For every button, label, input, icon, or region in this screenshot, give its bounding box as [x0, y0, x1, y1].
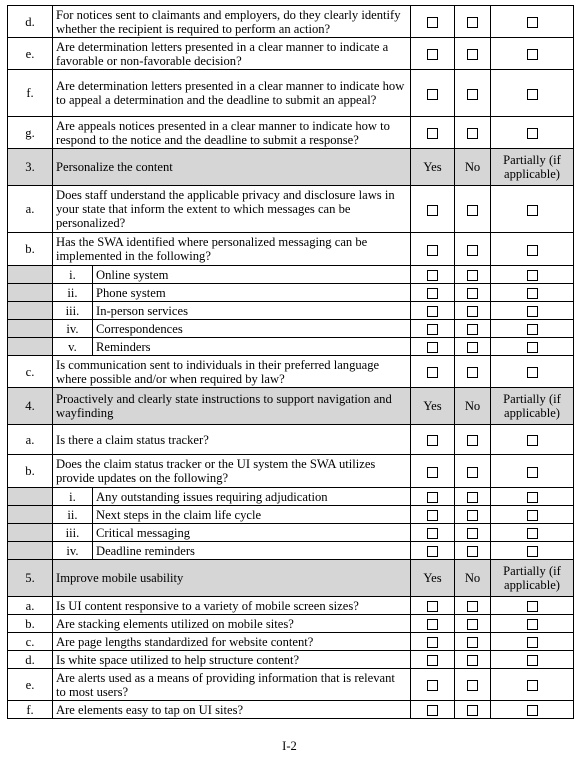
answer-cell-yes: [411, 488, 455, 506]
checkbox-partially[interactable]: [527, 367, 538, 378]
subitem-text: Critical messaging: [93, 524, 411, 542]
answer-cell-yes: [411, 186, 455, 233]
item-question: Has the SWA identified where personalized messaging can be implemented in the following?: [53, 233, 411, 266]
checkbox-partially[interactable]: [527, 528, 538, 539]
subitem-text: Any outstanding issues requiring adjudication: [93, 488, 411, 506]
checkbox-no[interactable]: [467, 288, 478, 299]
checkbox-partially[interactable]: [527, 342, 538, 353]
subitem-row: [8, 506, 574, 524]
answer-cell-yes: [411, 524, 455, 542]
item-question: Does the claim status tracker or the UI system the SWA utilizes provide updates on the following?: [53, 455, 411, 488]
item-row: [8, 425, 574, 455]
checkbox-partially[interactable]: [527, 680, 538, 691]
subitem-text: Deadline reminders: [93, 542, 411, 560]
answer-cell-partially: [491, 669, 574, 701]
answer-cell-yes: [411, 6, 455, 38]
section-title: Personalize the content: [53, 149, 411, 186]
checkbox-yes[interactable]: [427, 546, 438, 557]
item-question: Are alerts used as a means of providing information that is relevant to most users?: [53, 669, 411, 701]
answer-cell-yes: [411, 455, 455, 488]
answer-cell-partially: [491, 633, 574, 651]
answer-cell-partially: [491, 597, 574, 615]
checkbox-yes[interactable]: [427, 49, 438, 60]
indent-cell: [8, 488, 53, 506]
answer-cell-yes: [411, 615, 455, 633]
item-row: [8, 701, 574, 719]
answer-cell-partially: [491, 284, 574, 302]
checkbox-partially[interactable]: [527, 655, 538, 666]
answer-cell-yes: [411, 117, 455, 149]
answer-cell-partially: [491, 455, 574, 488]
answer-cell-no: [455, 6, 491, 38]
item-row: [8, 6, 574, 38]
checkbox-yes[interactable]: [427, 367, 438, 378]
checkbox-partially[interactable]: [527, 245, 538, 256]
checkbox-no[interactable]: [467, 601, 478, 612]
item-letter: b.: [8, 455, 53, 488]
subitem-row: [8, 524, 574, 542]
partially-header: Partially (if applicable): [491, 388, 574, 425]
section-number: 5.: [8, 560, 53, 597]
answer-cell-partially: [491, 615, 574, 633]
item-letter: e.: [8, 38, 53, 70]
section-number: 4.: [8, 388, 53, 425]
yes-header: Yes: [411, 388, 455, 425]
checkbox-no[interactable]: [467, 546, 478, 557]
answer-cell-no: [455, 38, 491, 70]
item-letter: e.: [8, 669, 53, 701]
item-letter: f.: [8, 701, 53, 719]
answer-cell-yes: [411, 70, 455, 117]
checkbox-no[interactable]: [467, 637, 478, 648]
answer-cell-no: [455, 186, 491, 233]
subitem-numeral: i.: [53, 266, 93, 284]
answer-cell-yes: [411, 302, 455, 320]
answer-cell-partially: [491, 117, 574, 149]
answer-cell-yes: [411, 669, 455, 701]
checkbox-yes[interactable]: [427, 17, 438, 28]
checkbox-yes[interactable]: [427, 492, 438, 503]
item-letter: d.: [8, 651, 53, 669]
checkbox-no[interactable]: [467, 306, 478, 317]
section-header-row: [8, 388, 574, 425]
section-number: 3.: [8, 149, 53, 186]
indent-cell: [8, 542, 53, 560]
checkbox-partially[interactable]: [527, 467, 538, 478]
subitem-numeral: v.: [53, 338, 93, 356]
subitem-numeral: iii.: [53, 524, 93, 542]
answer-cell-no: [455, 669, 491, 701]
answer-cell-yes: [411, 651, 455, 669]
checkbox-partially[interactable]: [527, 510, 538, 521]
answer-cell-partially: [491, 320, 574, 338]
checkbox-partially[interactable]: [527, 288, 538, 299]
item-letter: b.: [8, 233, 53, 266]
subitem-row: [8, 266, 574, 284]
checkbox-partially[interactable]: [527, 128, 538, 139]
checkbox-no[interactable]: [467, 492, 478, 503]
subitem-numeral: i.: [53, 488, 93, 506]
checkbox-partially[interactable]: [527, 435, 538, 446]
checkbox-yes[interactable]: [427, 435, 438, 446]
item-question: Does staff understand the applicable privacy and disclosure laws in your state that inform the extent to which messages can be personalized?: [53, 186, 411, 233]
subitem-text: Correspondences: [93, 320, 411, 338]
checkbox-no[interactable]: [467, 619, 478, 630]
yes-header: Yes: [411, 560, 455, 597]
answer-cell-partially: [491, 38, 574, 70]
section-header-row: [8, 149, 574, 186]
item-question: Is communication sent to individuals in their preferred language where possible and/or when required by law?: [53, 356, 411, 388]
no-header: No: [455, 388, 491, 425]
checkbox-no[interactable]: [467, 528, 478, 539]
item-question: Is white space utilized to help structure content?: [53, 651, 411, 669]
answer-cell-yes: [411, 284, 455, 302]
item-letter: a.: [8, 425, 53, 455]
checkbox-no[interactable]: [467, 680, 478, 691]
item-letter: a.: [8, 186, 53, 233]
indent-cell: [8, 338, 53, 356]
answer-cell-no: [455, 284, 491, 302]
answer-cell-partially: [491, 356, 574, 388]
item-row: [8, 117, 574, 149]
subitem-row: [8, 320, 574, 338]
checkbox-yes[interactable]: [427, 270, 438, 281]
item-letter: c.: [8, 356, 53, 388]
item-letter: b.: [8, 615, 53, 633]
answer-cell-yes: [411, 506, 455, 524]
item-letter: g.: [8, 117, 53, 149]
no-header: No: [455, 149, 491, 186]
item-row: [8, 651, 574, 669]
answer-cell-partially: [491, 302, 574, 320]
answer-cell-no: [455, 338, 491, 356]
answer-cell-no: [455, 597, 491, 615]
checkbox-partially[interactable]: [527, 17, 538, 28]
answer-cell-yes: [411, 338, 455, 356]
page-number: I-2: [282, 739, 297, 753]
answer-cell-no: [455, 320, 491, 338]
checkbox-yes[interactable]: [427, 528, 438, 539]
answer-cell-no: [455, 302, 491, 320]
section-header-row: [8, 560, 574, 597]
answer-cell-no: [455, 524, 491, 542]
item-question: Are determination letters presented in a clear manner to indicate how to appeal a determination and the deadline to submit an appeal?: [53, 70, 411, 117]
item-row: [8, 633, 574, 651]
answer-cell-partially: [491, 338, 574, 356]
checkbox-partially[interactable]: [527, 637, 538, 648]
checkbox-yes[interactable]: [427, 128, 438, 139]
subitem-row: [8, 338, 574, 356]
checkbox-partially[interactable]: [527, 492, 538, 503]
checkbox-no[interactable]: [467, 245, 478, 256]
answer-cell-partially: [491, 506, 574, 524]
subitem-row: [8, 302, 574, 320]
checkbox-partially[interactable]: [527, 306, 538, 317]
indent-cell: [8, 524, 53, 542]
checkbox-no[interactable]: [467, 655, 478, 666]
item-row: [8, 356, 574, 388]
section-title: Improve mobile usability: [53, 560, 411, 597]
item-row: [8, 669, 574, 701]
item-question: Are appeals notices presented in a clear manner to indicate how to respond to the notice and the deadline to submit a response?: [53, 117, 411, 149]
indent-cell: [8, 320, 53, 338]
checkbox-yes[interactable]: [427, 601, 438, 612]
indent-cell: [8, 302, 53, 320]
item-row: [8, 597, 574, 615]
checkbox-yes[interactable]: [427, 655, 438, 666]
answer-cell-partially: [491, 701, 574, 719]
item-question: Is UI content responsive to a variety of mobile screen sizes?: [53, 597, 411, 615]
answer-cell-no: [455, 70, 491, 117]
item-question: Are page lengths standardized for website content?: [53, 633, 411, 651]
subitem-numeral: iv.: [53, 320, 93, 338]
checkbox-no[interactable]: [467, 435, 478, 446]
checkbox-partially[interactable]: [527, 601, 538, 612]
checkbox-no[interactable]: [467, 49, 478, 60]
subitem-numeral: ii.: [53, 506, 93, 524]
checkbox-partially[interactable]: [527, 546, 538, 557]
checkbox-no[interactable]: [467, 510, 478, 521]
partially-header: Partially (if applicable): [491, 149, 574, 186]
checkbox-yes[interactable]: [427, 89, 438, 100]
answer-cell-partially: [491, 186, 574, 233]
checkbox-yes[interactable]: [427, 680, 438, 691]
answer-cell-partially: [491, 233, 574, 266]
checkbox-no[interactable]: [467, 467, 478, 478]
item-row: [8, 615, 574, 633]
subitem-numeral: iv.: [53, 542, 93, 560]
item-row: [8, 38, 574, 70]
answer-cell-partially: [491, 425, 574, 455]
answer-cell-no: [455, 633, 491, 651]
indent-cell: [8, 506, 53, 524]
checkbox-no[interactable]: [467, 705, 478, 716]
checkbox-partially[interactable]: [527, 49, 538, 60]
item-letter: f.: [8, 70, 53, 117]
answer-cell-no: [455, 651, 491, 669]
answer-cell-partially: [491, 266, 574, 284]
answer-cell-no: [455, 425, 491, 455]
answer-cell-no: [455, 488, 491, 506]
answer-cell-no: [455, 615, 491, 633]
checkbox-yes[interactable]: [427, 619, 438, 630]
checkbox-yes[interactable]: [427, 637, 438, 648]
answer-cell-yes: [411, 633, 455, 651]
item-question: Are stacking elements utilized on mobile sites?: [53, 615, 411, 633]
item-question: Are elements easy to tap on UI sites?: [53, 701, 411, 719]
answer-cell-no: [455, 233, 491, 266]
answer-cell-yes: [411, 266, 455, 284]
checkbox-no[interactable]: [467, 367, 478, 378]
checkbox-no[interactable]: [467, 324, 478, 335]
subitem-text: Reminders: [93, 338, 411, 356]
checkbox-partially[interactable]: [527, 619, 538, 630]
checklist-table: [7, 5, 574, 719]
checkbox-yes[interactable]: [427, 288, 438, 299]
checkbox-yes[interactable]: [427, 467, 438, 478]
item-row: [8, 233, 574, 266]
answer-cell-no: [455, 701, 491, 719]
answer-cell-yes: [411, 542, 455, 560]
answer-cell-partially: [491, 524, 574, 542]
answer-cell-partially: [491, 488, 574, 506]
subitem-text: Online system: [93, 266, 411, 284]
partially-header: Partially (if applicable): [491, 560, 574, 597]
answer-cell-yes: [411, 597, 455, 615]
subitem-row: [8, 488, 574, 506]
subitem-text: Next steps in the claim life cycle: [93, 506, 411, 524]
subitem-text: In-person services: [93, 302, 411, 320]
checkbox-partially[interactable]: [527, 705, 538, 716]
item-question: Is there a claim status tracker?: [53, 425, 411, 455]
answer-cell-yes: [411, 38, 455, 70]
answer-cell-no: [455, 455, 491, 488]
checkbox-partially[interactable]: [527, 324, 538, 335]
item-row: [8, 70, 574, 117]
item-letter: d.: [8, 6, 53, 38]
answer-cell-partially: [491, 70, 574, 117]
subitem-numeral: iii.: [53, 302, 93, 320]
answer-cell-no: [455, 266, 491, 284]
checkbox-yes[interactable]: [427, 342, 438, 353]
subitem-text: Phone system: [93, 284, 411, 302]
item-row: [8, 455, 574, 488]
answer-cell-yes: [411, 701, 455, 719]
checkbox-partially[interactable]: [527, 205, 538, 216]
answer-cell-no: [455, 356, 491, 388]
checkbox-no[interactable]: [467, 205, 478, 216]
checkbox-yes[interactable]: [427, 306, 438, 317]
answer-cell-yes: [411, 356, 455, 388]
subitem-row: [8, 284, 574, 302]
checkbox-yes[interactable]: [427, 205, 438, 216]
indent-cell: [8, 284, 53, 302]
checkbox-yes[interactable]: [427, 510, 438, 521]
no-header: No: [455, 560, 491, 597]
answer-cell-partially: [491, 651, 574, 669]
answer-cell-partially: [491, 542, 574, 560]
checkbox-no[interactable]: [467, 128, 478, 139]
answer-cell-no: [455, 506, 491, 524]
answer-cell-yes: [411, 233, 455, 266]
item-letter: a.: [8, 597, 53, 615]
answer-cell-no: [455, 117, 491, 149]
checkbox-yes[interactable]: [427, 245, 438, 256]
item-question: For notices sent to claimants and employers, do they clearly identify whether the recipient is required to perform an action?: [53, 6, 411, 38]
checkbox-no[interactable]: [467, 270, 478, 281]
checkbox-no[interactable]: [467, 89, 478, 100]
checkbox-yes[interactable]: [427, 324, 438, 335]
checkbox-partially[interactable]: [527, 89, 538, 100]
item-letter: c.: [8, 633, 53, 651]
yes-header: Yes: [411, 149, 455, 186]
item-row: [8, 186, 574, 233]
checkbox-partially[interactable]: [527, 270, 538, 281]
checkbox-no[interactable]: [467, 342, 478, 353]
answer-cell-yes: [411, 320, 455, 338]
answer-cell-partially: [491, 6, 574, 38]
checkbox-no[interactable]: [467, 17, 478, 28]
item-question: Are determination letters presented in a clear manner to indicate a favorable or non-favorable decision?: [53, 38, 411, 70]
checkbox-yes[interactable]: [427, 705, 438, 716]
indent-cell: [8, 266, 53, 284]
answer-cell-no: [455, 542, 491, 560]
answer-cell-yes: [411, 425, 455, 455]
subitem-numeral: ii.: [53, 284, 93, 302]
subitem-row: [8, 542, 574, 560]
section-title: Proactively and clearly state instructions to support navigation and wayfinding: [53, 388, 411, 425]
